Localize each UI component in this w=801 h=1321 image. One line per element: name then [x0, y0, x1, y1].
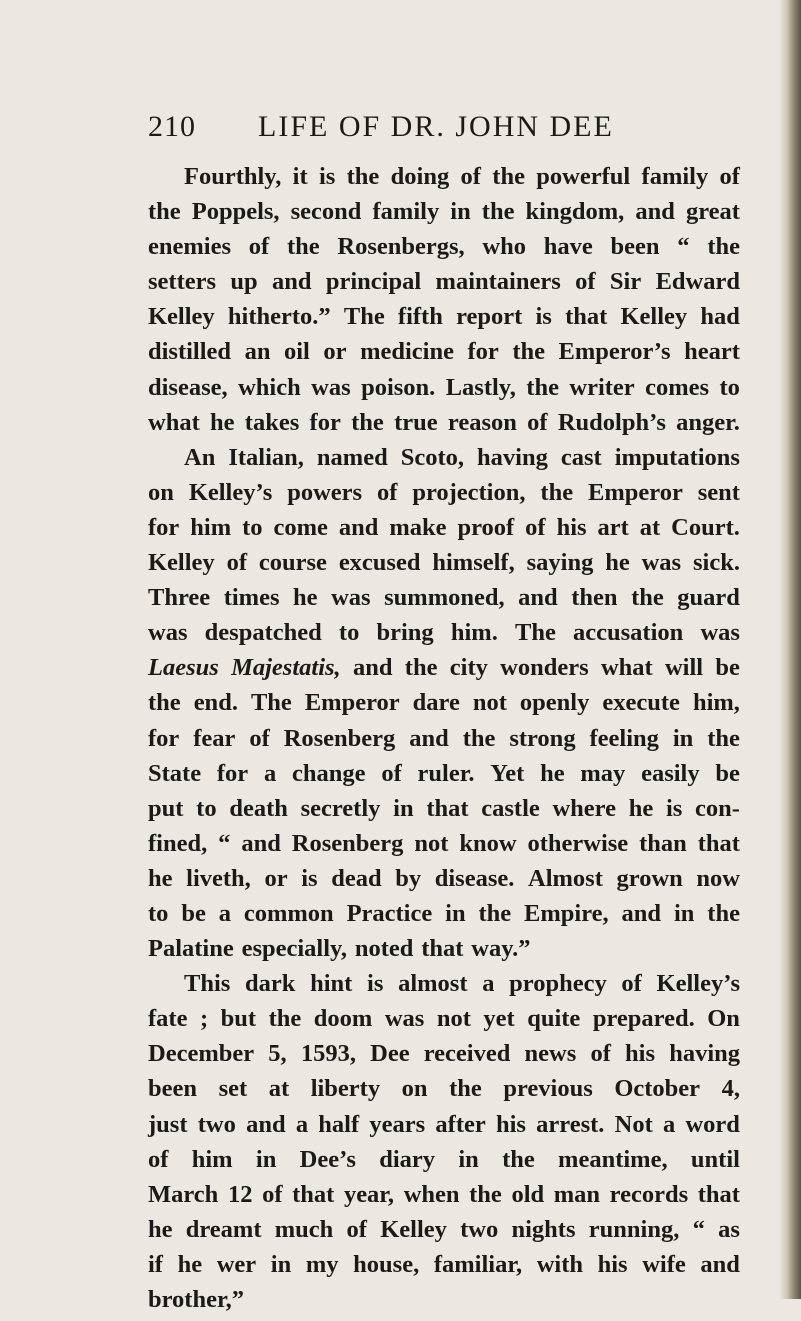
page-header [148, 110, 758, 150]
page-number: 210 [148, 110, 196, 143]
text-line: An Italian, named Scoto, having cast imputations [184, 443, 740, 471]
text-line: fate ; but the doom was not yet quite prepared. On [148, 1005, 740, 1033]
text-line: of him in Dee’s diary in the meantime, until [148, 1145, 740, 1173]
text-line: Fourthly, it is the doing of the powerful family of [184, 163, 740, 190]
text-line: This dark hint is almost a prophecy of Kelley’s [184, 970, 740, 998]
text-line: enemies of the Rosenbergs, who have been “ the [148, 233, 740, 261]
text-line: March 12 of that year, when the old man records that [148, 1180, 740, 1208]
page-gutter-shadow [779, 0, 801, 1299]
text-line: brother,” [148, 1286, 244, 1313]
text-line: Kelley hitherto.” The fifth report is that Kelley had [148, 303, 740, 331]
text-line: December 5, 1593, Dee received news of his having [148, 1040, 740, 1068]
text-line: what he takes for the true reason of Rudolph’s anger. [148, 408, 740, 436]
text-line: for him to come and make proof of his art at Court. [148, 513, 740, 541]
running-head: LIFE OF DR. JOHN DEE [258, 110, 614, 143]
text-line: if he wer in my house, familiar, with his wife and [148, 1250, 740, 1278]
text-line: been set at liberty on the previous October 4, [148, 1075, 740, 1103]
text-line: Palatine especially, noted that way.” [148, 935, 531, 963]
text-line: distilled an oil or medicine for the Emperor’s heart [148, 338, 740, 366]
text-line: Laesus Majestatis, and the city wonders what will be [148, 654, 740, 682]
body-text [148, 163, 740, 1321]
text-line: fined, “ and Rosenberg not know otherwise than that [148, 829, 740, 857]
text-line: Kelley of course excused himself, saying he was sick. [148, 549, 740, 577]
text-line: disease, which was poison. Lastly, the writer comes to [148, 373, 740, 401]
text-line: he liveth, or is dead by disease. Almost grown now [148, 864, 740, 892]
text-line: setters up and principal maintainers of Sir Edward [148, 268, 740, 296]
text-line: for fear of Rosenberg and the strong feeling in the [148, 724, 740, 752]
text-line: State for a change of ruler. Yet he may easily be [148, 759, 740, 787]
text-line: was despatched to bring him. The accusation was [148, 619, 740, 647]
text-line: the end. The Emperor dare not openly execute him, [148, 689, 740, 717]
text-line: Three times he was summoned, and then the guard [148, 584, 740, 612]
text-line: the Poppels, second family in the kingdom, and great [148, 198, 740, 226]
text-line: put to death secretly in that castle where he is con- [148, 794, 740, 822]
text-line: just two and a half years after his arrest. Not a word [148, 1110, 740, 1138]
text-line: to be a common Practice in the Empire, and in the [148, 899, 740, 927]
text-line: he dreamt much of Kelley two nights running, “ as [148, 1215, 740, 1243]
text-line: on Kelley’s powers of projection, the Emperor sent [148, 478, 740, 506]
